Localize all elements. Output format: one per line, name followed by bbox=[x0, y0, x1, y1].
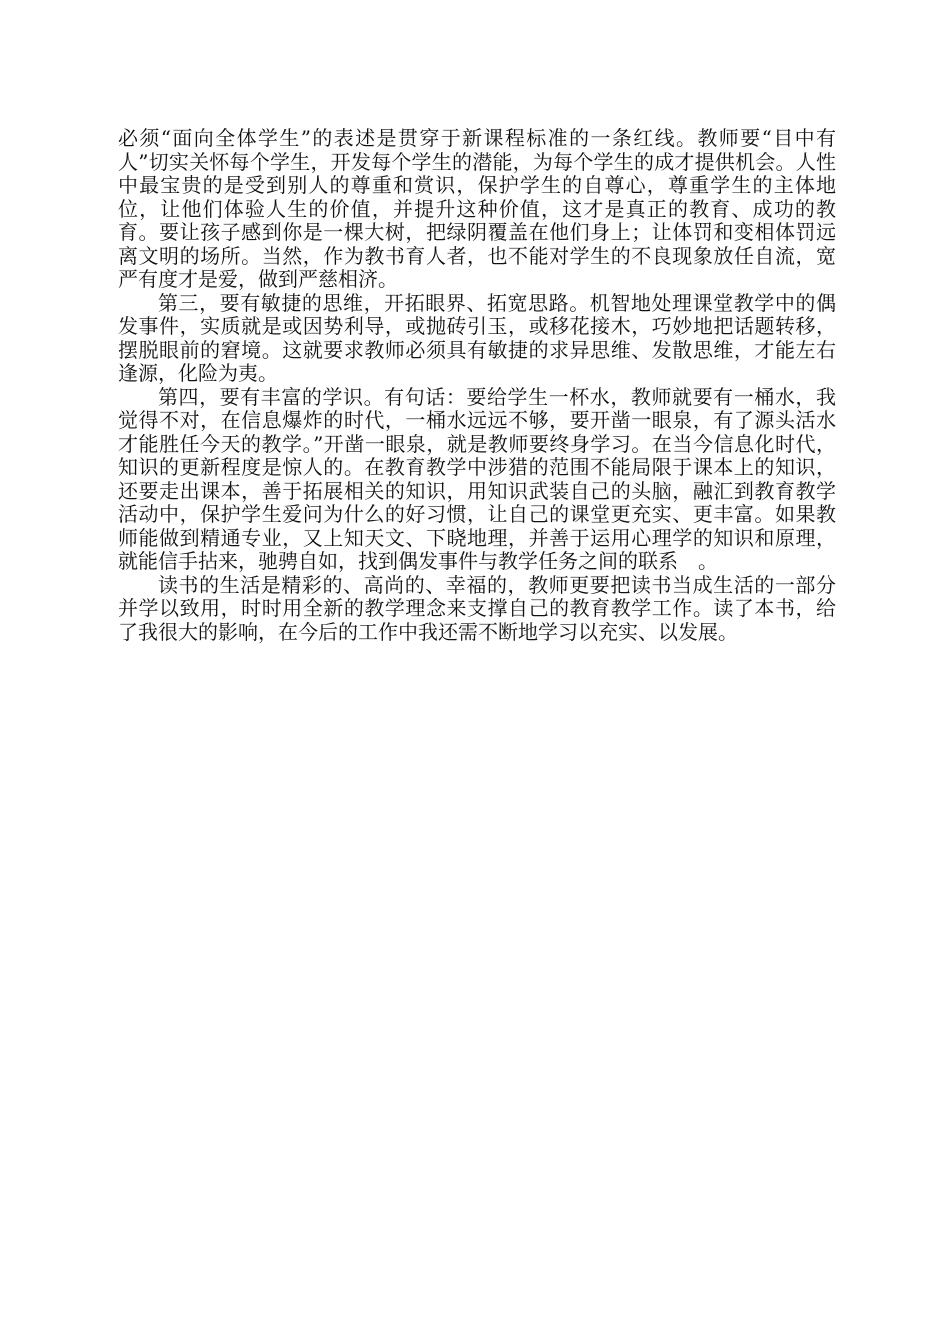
document-body bbox=[118, 127, 836, 644]
paragraph-student-respect: 必须“面向全体学生”的表述是贯穿于新课程标准的一条红线。教师要“目中有人”切实关怀每个学生，开发每个学生的潜能，为每个学生的成才提供机会。人性中最宝贵的是受到别人的尊重和赏识，保护学生的自尊心，尊重学生的主体地位，让他们体验人生的价值，并提升这种价值，这才是真正的教育、成功的教育。要让孩子感到你是一棵大树，把绿阴覆盖在他们身上；让体罚和变相体罚远离文明的场所。当然，作为教书育人者，也不能对学生的不良现象放任自流，宽严有度才是爱，做到严慈相济。 bbox=[118, 126, 836, 291]
paragraph-fourth-point: 第四，要有丰富的学识。有句话：要给学生一杯水，教师就要有一桶水，我觉得不对，在信息爆炸的时代，一桶水远远不够，要开凿一眼泉，有了源头活水才能胜任今天的教学。”开凿一眼泉，就是教师要终身学习。在当今信息化时代，知识的更新程度是惊人的。在教育教学中涉猎的范围不能局限于课本上的知识，还要走出课本，善于拓展相关的知识，用知识武装自己的头脑，融汇到教育教学活动中，保护学生爱问为什么的好习惯，让自己的课堂更充实、更丰富。如果教师能做到精通专业，又上知天文、下晓地理，并善于运用心理学的知识和原理，就能信手拈来，驰骋自如，找到偶发事件与教学任务之间的联系 。 bbox=[118, 384, 836, 573]
paragraph-conclusion: 读书的生活是精彩的、高尚的、幸福的，教师更要把读书当成生活的一部分并学以致用，时时用全新的教学理念来支撑自己的教育教学工作。读了本书，给了我很大的影响，在今后的工作中我还需不断地学习以充实、以发展。 bbox=[118, 572, 836, 644]
paragraph-third-point: 第三，要有敏捷的思维，开拓眼界、拓宽思路。机智地处理课堂教学中的偶发事件，实质就是或因势利导，或抛砖引玉，或移花接木，巧妙地把话题转移，摆脱眼前的窘境。这就要求教师必须具有敏捷的求异思维、发散思维，才能左右逢源，化险为夷。 bbox=[118, 290, 836, 385]
